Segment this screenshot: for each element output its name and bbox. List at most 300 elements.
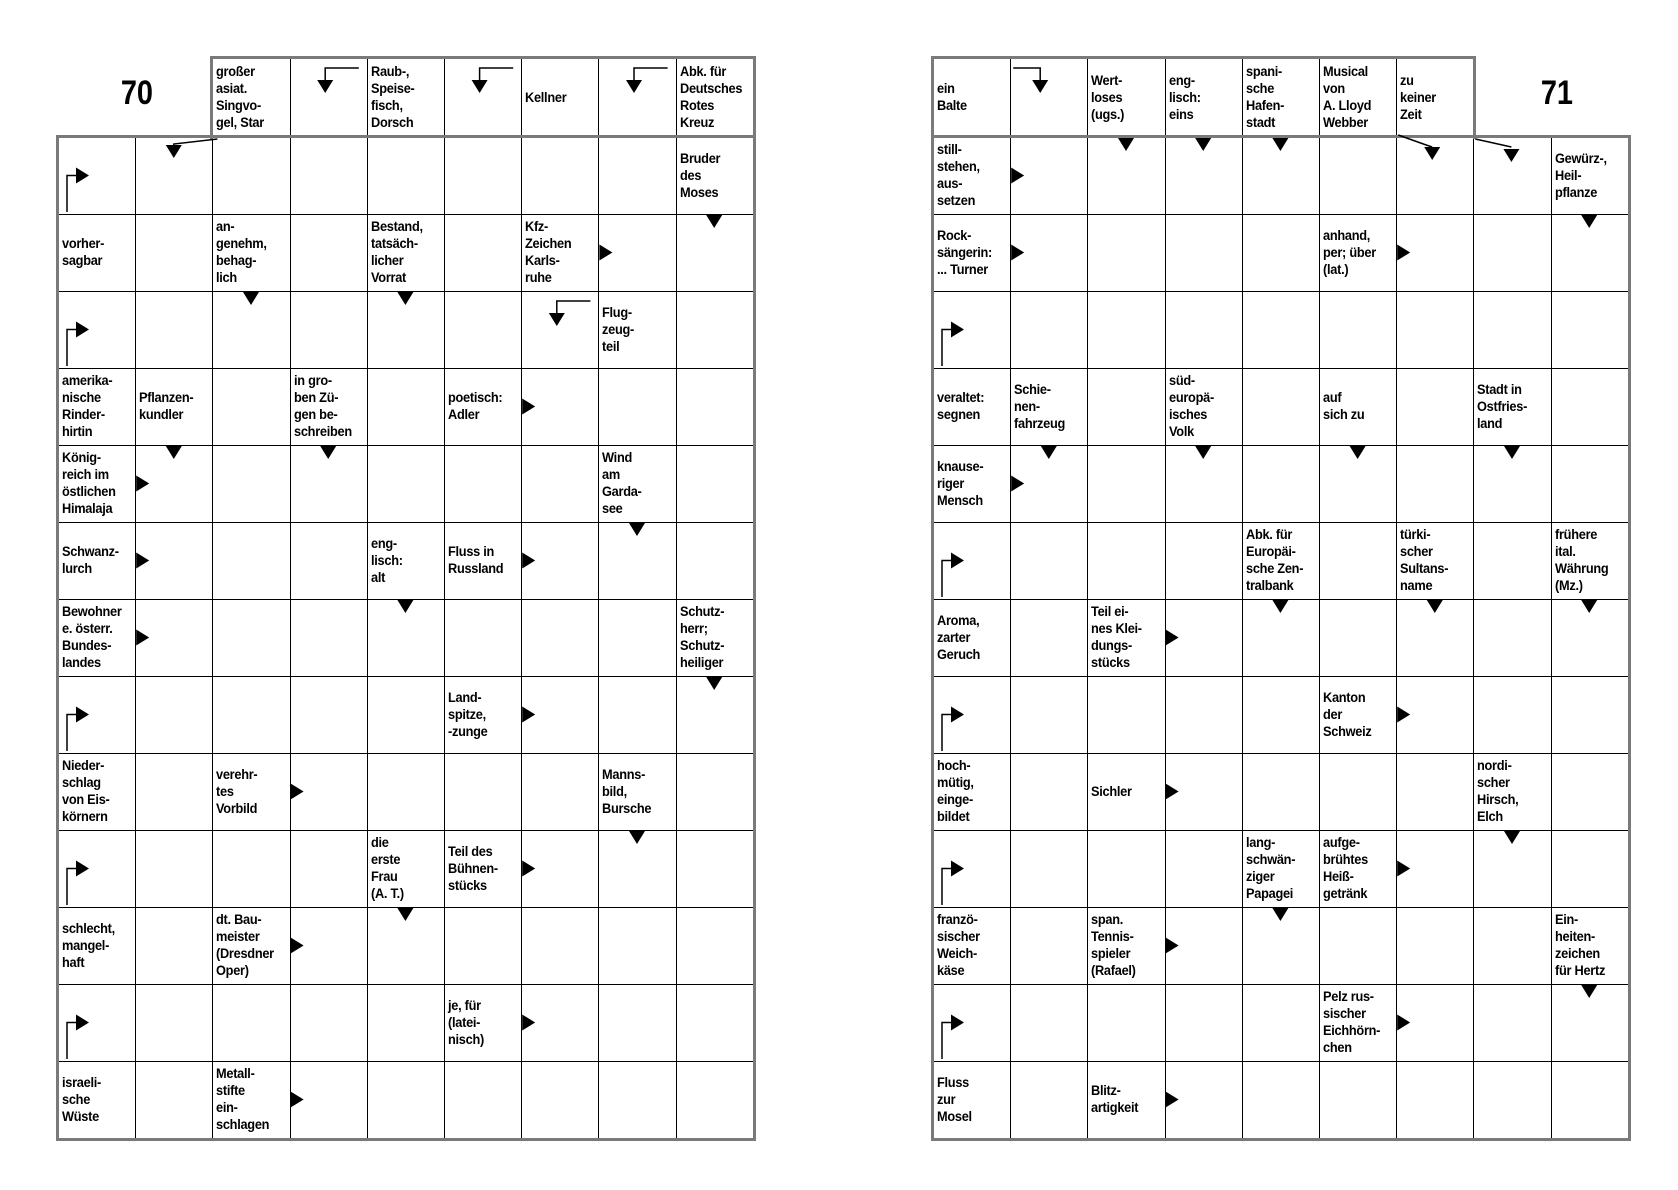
answer-cell[interactable] <box>1010 676 1088 754</box>
clue-text: dt. Bau- meister (Dresdner Oper) <box>216 912 275 979</box>
answer-cell[interactable] <box>1473 522 1551 600</box>
answer-cell[interactable] <box>290 907 368 985</box>
answer-cell[interactable] <box>1473 214 1551 292</box>
clue-text: Schwanz- lurch <box>62 544 119 577</box>
answer-cell[interactable] <box>444 291 522 369</box>
answer-cell[interactable] <box>598 522 676 600</box>
clue-cell <box>1319 58 1397 138</box>
clue-cell <box>1319 214 1397 292</box>
clue-cell <box>1165 58 1243 138</box>
answer-cell[interactable] <box>1010 445 1088 523</box>
clue-cell <box>444 676 522 754</box>
clue-text: anhand, per; über (lat.) <box>1323 227 1376 278</box>
answer-cell[interactable] <box>1242 676 1320 754</box>
answer-cell[interactable] <box>1551 291 1629 369</box>
answer-cell[interactable] <box>676 753 754 831</box>
answer-cell[interactable] <box>58 291 136 369</box>
answer-cell[interactable] <box>598 830 676 908</box>
answer-cell[interactable] <box>1010 830 1088 908</box>
answer-cell[interactable] <box>135 984 213 1062</box>
answer-cell[interactable] <box>290 599 368 677</box>
clue-text: franzö- sischer Weich- käse <box>937 912 980 979</box>
answer-cell[interactable] <box>676 984 754 1062</box>
answer-cell[interactable] <box>367 445 445 523</box>
answer-cell[interactable] <box>1551 599 1629 677</box>
answer-cell[interactable] <box>521 291 599 369</box>
clue-cell <box>933 1061 1011 1139</box>
clue-cell <box>58 907 136 985</box>
answer-cell[interactable] <box>1396 984 1474 1062</box>
clue-cell <box>1319 984 1397 1062</box>
answer-cell[interactable] <box>1396 753 1474 831</box>
arrow-cell <box>1010 58 1088 138</box>
answer-cell[interactable] <box>1396 137 1474 215</box>
answer-cell[interactable] <box>212 137 290 215</box>
clue-cell <box>933 137 1011 215</box>
answer-cell[interactable] <box>933 676 1011 754</box>
answer-cell[interactable] <box>1010 907 1088 985</box>
clue-text: Land- spitze, -zunge <box>448 689 488 740</box>
answer-cell[interactable] <box>521 368 599 446</box>
answer-cell[interactable] <box>1242 291 1320 369</box>
clue-cell <box>1010 368 1088 446</box>
answer-cell[interactable] <box>1087 368 1165 446</box>
answer-cell[interactable] <box>290 445 368 523</box>
clue-cell <box>58 368 136 446</box>
clue-cell <box>367 830 445 908</box>
answer-cell[interactable] <box>367 907 445 985</box>
clue-cell <box>933 445 1011 523</box>
clue-text: Fluss zur Mosel <box>937 1074 972 1125</box>
answer-cell[interactable] <box>521 522 599 600</box>
clue-text: Schutz- herr; Schutz- heiliger <box>679 604 724 671</box>
clue-text: verehr- tes Vorbild <box>216 766 258 817</box>
clue-text: Flug- zeug- teil <box>602 304 635 355</box>
answer-cell[interactable] <box>521 984 599 1062</box>
answer-cell[interactable] <box>1551 676 1629 754</box>
answer-cell[interactable] <box>1087 522 1165 600</box>
answer-cell[interactable] <box>1473 445 1551 523</box>
clue-cell <box>58 522 136 600</box>
answer-cell[interactable] <box>367 676 445 754</box>
answer-cell[interactable] <box>1087 137 1165 215</box>
clue-text: an- genehm, behag- lich <box>216 219 268 286</box>
answer-cell[interactable] <box>1165 907 1243 985</box>
answer-cell[interactable] <box>1473 907 1551 985</box>
page-number: 71 <box>1540 74 1573 112</box>
answer-cell[interactable] <box>1396 676 1474 754</box>
clue-cell <box>933 58 1011 138</box>
clue-text: König- reich im östlichen Himalaja <box>62 450 116 517</box>
answer-cell[interactable] <box>1473 830 1551 908</box>
clue-cell <box>135 368 213 446</box>
answer-cell[interactable] <box>367 368 445 446</box>
answer-cell[interactable] <box>444 1061 522 1139</box>
clue-cell <box>367 214 445 292</box>
answer-cell[interactable] <box>290 214 368 292</box>
answer-cell[interactable] <box>1396 291 1474 369</box>
clue-text: Manns- bild, Bursche <box>602 766 652 817</box>
answer-cell[interactable] <box>1551 445 1629 523</box>
clue-cell <box>1087 58 1165 138</box>
clue-text: eng- lisch: alt <box>370 535 403 586</box>
answer-cell[interactable] <box>676 830 754 908</box>
answer-cell[interactable] <box>521 1061 599 1139</box>
answer-cell[interactable] <box>598 907 676 985</box>
clue-text: Teil des Bühnen- stücks <box>448 843 498 894</box>
answer-cell[interactable] <box>367 984 445 1062</box>
answer-cell[interactable] <box>521 599 599 677</box>
clue-text: Sichler <box>1091 783 1133 800</box>
answer-cell[interactable] <box>1551 753 1629 831</box>
answer-cell[interactable] <box>1242 907 1320 985</box>
clue-text: Nieder- schlag von Eis- körnern <box>62 758 110 825</box>
clue-cell <box>1087 1061 1165 1139</box>
answer-cell[interactable] <box>521 137 599 215</box>
answer-cell[interactable] <box>598 1061 676 1139</box>
clue-cell <box>212 58 290 138</box>
clue-text: ein Balte <box>937 81 967 114</box>
answer-cell[interactable] <box>676 368 754 446</box>
clue-text: israeli- sche Wüste <box>62 1074 102 1125</box>
answer-cell[interactable] <box>1242 599 1320 677</box>
answer-cell[interactable] <box>1010 984 1088 1062</box>
clue-text: poetisch: Adler <box>448 390 503 423</box>
answer-cell[interactable] <box>444 599 522 677</box>
answer-cell[interactable] <box>1551 368 1629 446</box>
answer-cell[interactable] <box>1551 984 1629 1062</box>
answer-cell[interactable] <box>1473 676 1551 754</box>
answer-cell[interactable] <box>444 907 522 985</box>
clue-text: Ein- heiten- zeichen für Hertz <box>1554 912 1605 979</box>
clue-text: die erste Frau (A. T.) <box>370 835 404 902</box>
answer-cell[interactable] <box>1319 522 1397 600</box>
answer-cell[interactable] <box>58 984 136 1062</box>
answer-cell[interactable] <box>933 830 1011 908</box>
answer-cell[interactable] <box>135 753 213 831</box>
answer-cell[interactable] <box>1087 445 1165 523</box>
arrow-cell <box>598 58 676 138</box>
answer-cell[interactable] <box>135 291 213 369</box>
clue-text: Kfz- Zeichen Karls- ruhe <box>525 219 572 286</box>
clue-text: Rock- sängerin: ... Turner <box>937 227 993 278</box>
clue-text: veraltet: segnen <box>937 390 985 423</box>
answer-cell[interactable] <box>676 522 754 600</box>
answer-cell[interactable] <box>212 984 290 1062</box>
answer-cell[interactable] <box>676 907 754 985</box>
answer-cell[interactable] <box>212 830 290 908</box>
answer-cell[interactable] <box>212 291 290 369</box>
answer-cell[interactable] <box>1319 753 1397 831</box>
answer-cell[interactable] <box>1396 599 1474 677</box>
answer-cell[interactable] <box>212 445 290 523</box>
answer-cell[interactable] <box>1010 291 1088 369</box>
clue-cell <box>1396 58 1474 138</box>
clue-text: Pelz rus- sischer Eichhörn- chen <box>1323 989 1381 1056</box>
answer-cell[interactable] <box>58 137 136 215</box>
answer-cell[interactable] <box>1551 1061 1629 1139</box>
clue-cell <box>290 368 368 446</box>
answer-cell[interactable] <box>1010 522 1088 600</box>
clue-text: in gro- ben Zü- gen be- schreiben <box>293 373 352 440</box>
clue-cell <box>1551 137 1629 215</box>
clue-cell <box>598 753 676 831</box>
answer-cell[interactable] <box>290 676 368 754</box>
clue-cell <box>367 58 445 138</box>
answer-cell[interactable] <box>1319 1061 1397 1139</box>
clue-text: knause- riger Mensch <box>937 458 984 509</box>
clue-cell <box>933 907 1011 985</box>
answer-cell[interactable] <box>676 676 754 754</box>
clue-text: Gewürz-, Heil- pflanze <box>1554 150 1607 201</box>
answer-cell[interactable] <box>1473 984 1551 1062</box>
answer-cell[interactable] <box>135 676 213 754</box>
answer-cell[interactable] <box>212 676 290 754</box>
clue-cell <box>1473 753 1551 831</box>
answer-cell[interactable] <box>933 291 1011 369</box>
clue-cell <box>444 984 522 1062</box>
answer-cell[interactable] <box>444 214 522 292</box>
clue-text: Teil ei- nes Klei- dungs- stücks <box>1091 604 1143 671</box>
answer-cell[interactable] <box>676 291 754 369</box>
clue-cell <box>58 445 136 523</box>
answer-cell[interactable] <box>1165 830 1243 908</box>
answer-cell[interactable] <box>1319 907 1397 985</box>
answer-cell[interactable] <box>367 753 445 831</box>
clue-text: je, für (latei- nisch) <box>448 997 484 1048</box>
answer-cell[interactable] <box>1473 599 1551 677</box>
answer-cell[interactable] <box>1087 984 1165 1062</box>
answer-cell[interactable] <box>1165 753 1243 831</box>
clue-cell <box>1473 368 1551 446</box>
answer-cell[interactable] <box>521 830 599 908</box>
clue-cell <box>933 599 1011 677</box>
clue-text: Schie- nen- fahrzeug <box>1014 381 1066 432</box>
answer-cell[interactable] <box>135 830 213 908</box>
clue-text: Bewohner e. österr. Bundes- landes <box>62 604 122 671</box>
answer-cell[interactable] <box>598 137 676 215</box>
clue-text: Raub-, Speise- fisch, Dorsch <box>370 64 415 131</box>
clue-cell <box>676 599 754 677</box>
answer-cell[interactable] <box>1319 445 1397 523</box>
clue-cell <box>1242 830 1320 908</box>
answer-cell[interactable] <box>212 368 290 446</box>
clue-cell <box>1551 907 1629 985</box>
answer-cell[interactable] <box>1242 984 1320 1062</box>
answer-cell[interactable] <box>1473 291 1551 369</box>
clue-cell <box>676 137 754 215</box>
clue-cell <box>1319 676 1397 754</box>
clue-cell <box>521 214 599 292</box>
answer-cell[interactable] <box>135 214 213 292</box>
answer-cell[interactable] <box>444 753 522 831</box>
answer-cell[interactable] <box>1319 291 1397 369</box>
answer-cell[interactable] <box>933 522 1011 600</box>
answer-cell[interactable] <box>1396 1061 1474 1139</box>
page-number: 70 <box>120 74 153 112</box>
answer-cell[interactable] <box>676 214 754 292</box>
clue-text: Wind am Garda- see <box>602 450 642 517</box>
answer-cell[interactable] <box>1396 368 1474 446</box>
clue-cell <box>1087 599 1165 677</box>
arrow-cell <box>444 58 522 138</box>
answer-cell[interactable] <box>1319 599 1397 677</box>
answer-cell[interactable] <box>58 830 136 908</box>
clue-cell <box>367 522 445 600</box>
arrow-cell <box>290 58 368 138</box>
answer-cell[interactable] <box>1396 214 1474 292</box>
answer-cell[interactable] <box>1242 137 1320 215</box>
answer-cell[interactable] <box>598 368 676 446</box>
clue-text: lang- schwän- ziger Papagei <box>1245 835 1296 902</box>
clue-cell <box>1319 368 1397 446</box>
answer-cell[interactable] <box>1242 214 1320 292</box>
clue-text: süd- europä- isches Volk <box>1168 373 1214 440</box>
answer-cell[interactable] <box>521 445 599 523</box>
answer-cell[interactable] <box>1396 445 1474 523</box>
answer-cell[interactable] <box>521 753 599 831</box>
answer-cell[interactable] <box>1165 291 1243 369</box>
clue-text: auf sich zu <box>1323 390 1365 423</box>
clue-cell <box>1319 830 1397 908</box>
clue-cell <box>1242 522 1320 600</box>
answer-cell[interactable] <box>444 445 522 523</box>
answer-cell[interactable] <box>58 676 136 754</box>
clue-cell <box>1396 522 1474 600</box>
answer-cell[interactable] <box>1242 753 1320 831</box>
answer-cell[interactable] <box>598 214 676 292</box>
answer-cell[interactable] <box>290 137 368 215</box>
answer-cell[interactable] <box>598 984 676 1062</box>
clue-text: Blitz- artigkeit <box>1091 1083 1139 1116</box>
answer-cell[interactable] <box>367 291 445 369</box>
clue-text: Kellner <box>525 89 567 106</box>
answer-cell[interactable] <box>290 984 368 1062</box>
answer-cell[interactable] <box>1165 522 1243 600</box>
answer-cell[interactable] <box>1165 445 1243 523</box>
answer-cell[interactable] <box>1396 830 1474 908</box>
answer-cell[interactable] <box>135 907 213 985</box>
answer-cell[interactable] <box>290 522 368 600</box>
answer-cell[interactable] <box>1551 830 1629 908</box>
answer-cell[interactable] <box>1087 830 1165 908</box>
clue-cell <box>212 214 290 292</box>
clue-cell <box>1242 58 1320 138</box>
answer-cell[interactable] <box>212 522 290 600</box>
answer-cell[interactable] <box>1396 907 1474 985</box>
answer-cell[interactable] <box>1010 753 1088 831</box>
clue-cell <box>598 291 676 369</box>
answer-cell[interactable] <box>135 445 213 523</box>
answer-cell[interactable] <box>933 984 1011 1062</box>
answer-cell[interactable] <box>521 907 599 985</box>
answer-cell[interactable] <box>1473 137 1551 215</box>
clue-cell <box>212 753 290 831</box>
answer-cell[interactable] <box>135 599 213 677</box>
clue-cell <box>521 58 599 138</box>
answer-cell[interactable] <box>598 676 676 754</box>
clue-text: Wert- loses (ugs.) <box>1091 72 1125 123</box>
clue-text: türki- scher Sultans- name <box>1400 527 1449 594</box>
answer-cell[interactable] <box>135 1061 213 1139</box>
clue-text: frühere ital. Währung (Mz.) <box>1554 527 1609 594</box>
clue-text: vorher- sagbar <box>62 236 105 269</box>
answer-cell[interactable] <box>1165 984 1243 1062</box>
answer-cell[interactable] <box>1551 214 1629 292</box>
clue-text: Musical von A. Lloyd Webber <box>1323 64 1372 131</box>
answer-cell[interactable] <box>1165 137 1243 215</box>
answer-cell[interactable] <box>1165 676 1243 754</box>
clue-cell <box>598 445 676 523</box>
answer-cell[interactable] <box>1010 599 1088 677</box>
clue-text: still- stehen, aus- setzen <box>937 142 980 209</box>
answer-cell[interactable] <box>521 676 599 754</box>
answer-cell[interactable] <box>1087 291 1165 369</box>
answer-cell[interactable] <box>1087 676 1165 754</box>
clue-text: Pflanzen- kundler <box>139 390 194 423</box>
clue-cell <box>1087 907 1165 985</box>
answer-cell[interactable] <box>1242 1061 1320 1139</box>
answer-cell[interactable] <box>1010 137 1088 215</box>
answer-cell[interactable] <box>290 753 368 831</box>
clue-text: Bruder des Moses <box>679 150 720 201</box>
answer-cell[interactable] <box>367 137 445 215</box>
answer-cell[interactable] <box>290 1061 368 1139</box>
clue-cell <box>933 368 1011 446</box>
answer-cell[interactable] <box>676 445 754 523</box>
clue-text: span. Tennis- spieler (Rafael) <box>1091 912 1137 979</box>
answer-cell[interactable] <box>1165 214 1243 292</box>
answer-cell[interactable] <box>290 291 368 369</box>
answer-cell[interactable] <box>1165 599 1243 677</box>
clue-text: schlecht, mangel- haft <box>62 920 115 971</box>
answer-cell[interactable] <box>367 599 445 677</box>
clue-text: großer asiat. Singvo- gel, Star <box>216 64 265 131</box>
answer-cell[interactable] <box>1087 214 1165 292</box>
answer-cell[interactable] <box>598 599 676 677</box>
clue-cell <box>1165 368 1243 446</box>
answer-cell[interactable] <box>444 137 522 215</box>
answer-cell[interactable] <box>1165 1061 1243 1139</box>
answer-cell[interactable] <box>290 830 368 908</box>
answer-cell[interactable] <box>676 1061 754 1139</box>
answer-cell[interactable] <box>1319 137 1397 215</box>
answer-cell[interactable] <box>1242 445 1320 523</box>
clue-cell <box>1087 753 1165 831</box>
clue-text: Aroma, zarter Geruch <box>937 612 981 663</box>
clue-cell <box>212 1061 290 1139</box>
answer-cell[interactable] <box>1242 368 1320 446</box>
clue-cell <box>933 214 1011 292</box>
clue-cell <box>58 1061 136 1139</box>
answer-cell[interactable] <box>135 137 213 215</box>
answer-cell[interactable] <box>1010 214 1088 292</box>
clue-cell <box>444 368 522 446</box>
clue-cell <box>444 830 522 908</box>
clue-text: aufge- brühtes Heiß- getränk <box>1323 835 1368 902</box>
answer-cell[interactable] <box>212 599 290 677</box>
clue-text: Kanton der Schweiz <box>1323 689 1372 740</box>
answer-cell[interactable] <box>135 522 213 600</box>
answer-cell[interactable] <box>1010 1061 1088 1139</box>
clue-cell <box>676 58 754 138</box>
clue-text: Fluss in Russland <box>448 544 504 577</box>
clue-text: Stadt in Ostfries- land <box>1477 381 1528 432</box>
answer-cell[interactable] <box>367 1061 445 1139</box>
clue-cell <box>58 599 136 677</box>
answer-cell[interactable] <box>1473 1061 1551 1139</box>
clue-text: Abk. für Deutsches Rotes Kreuz <box>679 64 742 131</box>
